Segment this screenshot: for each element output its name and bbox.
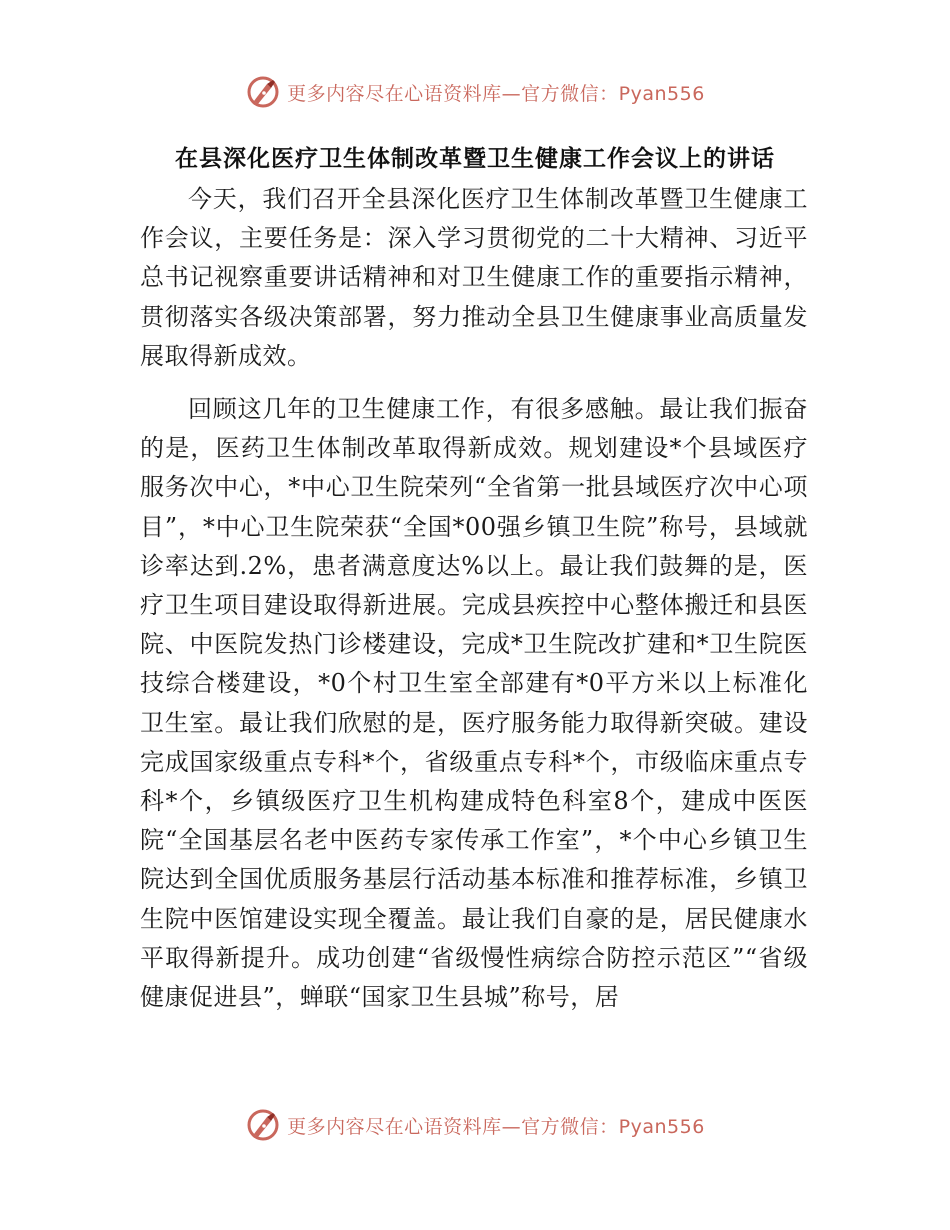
paragraph: 今天，我们召开全县深化医疗卫生体制改革暨卫生健康工作会议，主要任务是：深入学习贯彻党的二十大精神、习近平总书记视察重要讲话精神和对卫生健康工作的重要指示精神，贯彻落实各级决策部署，努力推动全县卫生健康事业高质量发展取得新成效。 bbox=[140, 185, 808, 370]
pen-nib-circle-icon bbox=[245, 1107, 281, 1143]
footer-watermark bbox=[0, 1103, 950, 1147]
paragraph: 回顾这几年的卫生健康工作，有很多感触。最让我们振奋的是，医药卫生体制改革取得新成效。规划建设*个县域医疗服务次中心，*中心卫生院荣列“全省第一批县域医疗次中心项目”，*中心卫生院荣获“全国*00强乡镇卫生院”称号，县域就诊率达到.2%，患者满意度达%以上。最让我们鼓舞的是，医疗卫生项目建设取得新进展。完成县疾控中心整体搬迁和县医院、中医院发热门诊楼建设，完成*卫生院改扩建和*卫生院医技综合楼建设，*0个村卫生室全部建有*0平方米以上标准化卫生室。最让我们欣慰的是，医疗服务能力取得新突破。建设完成国家级重点专科*个，省级重点专科*个，市级临床重点专科*个，乡镇级医疗卫生机构建成特色科室8个，建成中医医院“全国基层名老中医药专家传承工作室”，*个中心乡镇卫生院达到全国优质服务基层行活动基本标准和推荐标准，乡镇卫生院中医馆建设实现全覆盖。最让我们自豪的是，居民健康水平取得新提升。成功创建“省级慢性病综合防控示范区”“省级健康促进县”，蝉联“国家卫生县城”称号，居 bbox=[140, 395, 808, 1012]
document-title: 在县深化医疗卫生体制改革暨卫生健康工作会议上的讲话 bbox=[175, 145, 775, 172]
pen-nib-circle-icon bbox=[245, 74, 281, 110]
header-watermark bbox=[0, 70, 950, 114]
watermark-text: 更多内容尽在心语资料库—官方微信：Pyan556 bbox=[287, 82, 705, 105]
watermark-text: 更多内容尽在心语资料库—官方微信：Pyan556 bbox=[287, 1115, 705, 1138]
document-body bbox=[140, 180, 808, 1017]
